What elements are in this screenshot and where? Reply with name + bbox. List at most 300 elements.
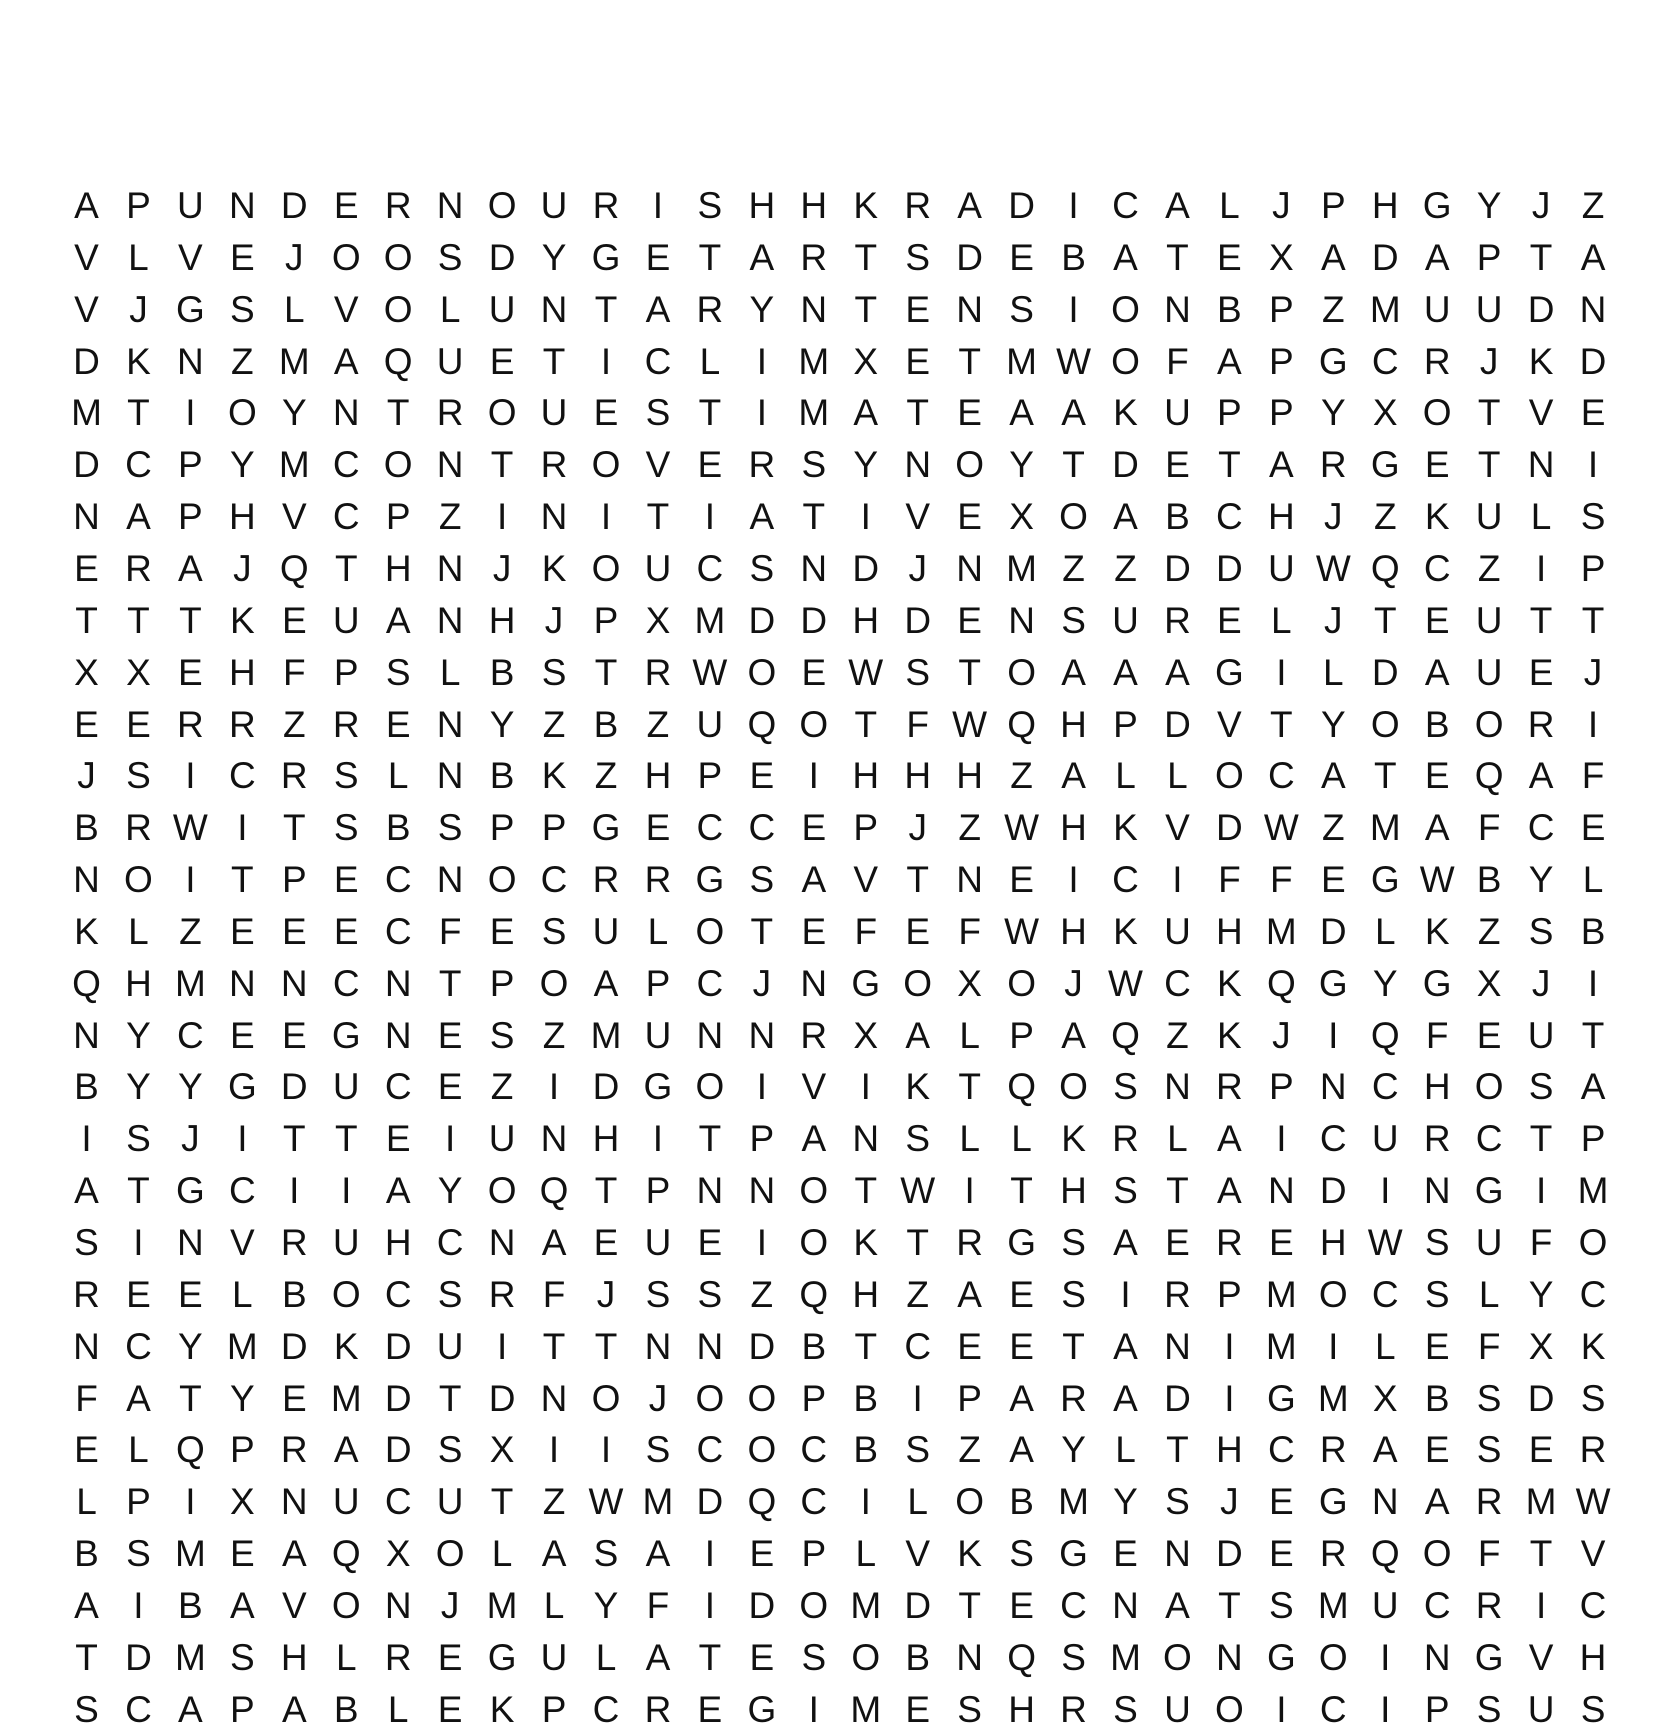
grid-letter: E	[645, 807, 671, 849]
grid-letter: Q	[747, 703, 777, 745]
grid-letter: E	[126, 1273, 151, 1315]
grid-letter: H	[852, 755, 880, 797]
grid-letter: A	[1113, 236, 1138, 278]
grid-letter: T	[906, 859, 929, 901]
grid-letter: E	[905, 340, 931, 382]
grid-letter: Q	[1007, 1636, 1036, 1678]
grid-letter: T	[1218, 444, 1241, 486]
grid-letter: K	[489, 1688, 515, 1730]
grid-letter: T	[750, 910, 774, 952]
grid-letter: W	[1263, 807, 1299, 849]
grid-letter: C	[228, 1170, 256, 1212]
grid-letter: N	[800, 962, 828, 1004]
grid-letter: O	[799, 1222, 829, 1263]
grid-letter: J	[1272, 185, 1291, 226]
grid-letter: A	[1061, 755, 1086, 797]
grid-letter: H	[1216, 1429, 1243, 1471]
grid-letter: S	[905, 651, 931, 693]
grid-letter: A	[126, 1377, 151, 1419]
grid-letter: U	[1371, 1118, 1399, 1160]
grid-letter: G	[1318, 962, 1348, 1004]
grid-letter: D	[1216, 1533, 1243, 1575]
grid-letter: I	[860, 1066, 871, 1108]
grid-letter: T	[386, 392, 410, 434]
grid-letter: L	[907, 1481, 928, 1523]
grid-letter: L	[232, 1273, 253, 1315]
grid-letter: L	[855, 1533, 877, 1575]
grid-letter: N	[800, 547, 828, 589]
grid-letter: F	[1477, 807, 1501, 849]
grid-letter: E	[230, 1533, 255, 1575]
grid-letter: T	[594, 1170, 618, 1212]
grid-letter: V	[853, 859, 879, 901]
grid-letter: U	[332, 1222, 360, 1263]
grid-letter: M	[1006, 340, 1037, 382]
grid-letter: R	[1112, 1118, 1139, 1160]
grid-letter: P	[281, 859, 307, 901]
grid-letter: M	[642, 1481, 674, 1523]
grid-letter: C	[1112, 859, 1139, 901]
grid-letter: T	[646, 496, 670, 538]
grid-letter: S	[1528, 1066, 1554, 1108]
grid-letter: C	[1579, 1273, 1607, 1315]
grid-letter: Q	[747, 1481, 777, 1523]
grid-letter: R	[384, 185, 412, 226]
grid-letter: Y	[1372, 962, 1398, 1004]
grid-letter: T	[542, 340, 566, 382]
grid-letter: P	[853, 807, 879, 849]
grid-letter: S	[1580, 1688, 1606, 1730]
grid-letter: H	[228, 651, 256, 693]
grid-letter: I	[289, 1170, 300, 1212]
grid-letter: E	[801, 910, 827, 952]
grid-letter: D	[852, 547, 880, 589]
grid-letter: G	[643, 1066, 673, 1108]
grid-letter: T	[906, 392, 929, 434]
grid-letter: J	[233, 547, 252, 589]
grid-letter: L	[439, 651, 461, 693]
grid-letter: N	[384, 1584, 412, 1626]
grid-letter: D	[592, 1066, 620, 1108]
grid-letter: V	[1165, 807, 1190, 849]
grid-letter: I	[860, 1481, 871, 1523]
grid-letter: D	[800, 599, 828, 641]
grid-letter: S	[957, 1688, 982, 1730]
grid-letter: J	[1272, 1014, 1291, 1056]
grid-letter: V	[74, 288, 99, 330]
grid-letter: O	[1370, 703, 1400, 745]
grid-letter: V	[645, 444, 671, 486]
grid-letter: M	[278, 340, 310, 382]
grid-letter: D	[384, 1429, 412, 1471]
grid-letter: B	[593, 703, 619, 745]
grid-letter: A	[1009, 1429, 1034, 1471]
grid-letter: M	[1369, 807, 1401, 849]
grid-letter: A	[905, 1014, 931, 1056]
grid-letter: Q	[383, 340, 413, 382]
grid-letter: S	[126, 1118, 151, 1160]
grid-letter: R	[540, 444, 568, 486]
grid-letter: L	[439, 288, 461, 330]
grid-letter: N	[436, 599, 464, 641]
grid-letter: X	[230, 1481, 255, 1523]
grid-letter: Z	[179, 910, 202, 952]
grid-letter: G	[1422, 962, 1452, 1004]
grid-letter: Y	[1476, 185, 1502, 226]
grid-letter: S	[1476, 1429, 1502, 1471]
grid-letter: M	[798, 340, 830, 382]
grid-letter: L	[335, 1636, 357, 1678]
grid-letter: U	[332, 599, 360, 641]
grid-letter: K	[1061, 1118, 1086, 1160]
grid-letter: C	[436, 1222, 464, 1263]
grid-letter: N	[177, 1222, 204, 1263]
grid-letter: M	[71, 392, 102, 434]
grid-letter: I	[1276, 1118, 1287, 1160]
grid-letter: T	[1010, 1170, 1033, 1212]
grid-letter: I	[600, 496, 612, 538]
grid-letter: H	[1319, 1222, 1347, 1263]
grid-letter: K	[1217, 962, 1242, 1004]
grid-letter: S	[489, 1014, 515, 1056]
grid-letter: M	[850, 1584, 882, 1626]
grid-letter: E	[697, 1222, 723, 1263]
grid-letter: D	[1319, 1170, 1347, 1212]
grid-letter: E	[593, 392, 619, 434]
grid-letter: C	[384, 1481, 412, 1523]
grid-letter: S	[1113, 1688, 1138, 1730]
grid-letter: O	[383, 444, 413, 486]
grid-letter: S	[697, 185, 723, 226]
grid-letter: M	[174, 962, 206, 1004]
grid-letter: D	[1216, 547, 1243, 589]
grid-letter: E	[957, 599, 982, 641]
grid-letter: X	[1372, 392, 1398, 434]
grid-letter: R	[696, 288, 724, 330]
grid-letter: V	[1528, 392, 1554, 434]
grid-letter: R	[1164, 1273, 1191, 1315]
grid-letter: D	[748, 1584, 776, 1626]
grid-letter: O	[1111, 288, 1140, 330]
grid-letter: Z	[542, 1481, 566, 1523]
grid-letter: M	[486, 1584, 518, 1626]
grid-letter: I	[756, 1066, 767, 1108]
grid-letter: H	[904, 755, 932, 797]
grid-letter: J	[1324, 496, 1343, 538]
grid-letter: Z	[438, 496, 462, 538]
grid-letter: V	[281, 1584, 307, 1626]
grid-letter: J	[596, 1273, 616, 1315]
grid-letter: M	[174, 1533, 206, 1575]
grid-letter: N	[540, 1118, 568, 1160]
grid-letter: P	[749, 1118, 775, 1160]
grid-letter: Y	[230, 1377, 255, 1419]
grid-letter: I	[185, 755, 196, 797]
grid-letter: O	[487, 1170, 517, 1212]
grid-letter: I	[1535, 547, 1547, 589]
grid-letter: B	[1217, 288, 1242, 330]
grid-letter: D	[956, 236, 983, 278]
grid-letter: R	[280, 1222, 308, 1263]
grid-letter: E	[178, 651, 203, 693]
grid-letter: A	[385, 1170, 411, 1212]
grid-letter: O	[955, 444, 985, 486]
grid-letter: V	[281, 496, 307, 538]
grid-letter: P	[697, 755, 723, 797]
grid-letter: S	[1580, 496, 1606, 538]
grid-letter: C	[1319, 1118, 1347, 1160]
grid-letter: T	[958, 651, 981, 693]
grid-letter: P	[801, 1533, 827, 1575]
grid-letter: I	[237, 807, 248, 849]
grid-letter: C	[748, 807, 776, 849]
grid-letter: A	[1113, 496, 1138, 538]
grid-letter: P	[126, 185, 151, 226]
grid-letter: X	[385, 1533, 411, 1575]
grid-letter: K	[1113, 392, 1138, 434]
grid-letter: O	[1422, 1533, 1452, 1575]
grid-letter: A	[1165, 1584, 1190, 1626]
grid-letter: T	[958, 1584, 981, 1626]
grid-letter: O	[1215, 1688, 1244, 1730]
grid-letter: E	[385, 703, 411, 745]
grid-letter: P	[126, 1481, 151, 1523]
grid-letter: W	[172, 807, 208, 849]
grid-letter: E	[333, 910, 359, 952]
grid-letter: C	[332, 962, 360, 1004]
grid-letter: H	[1060, 807, 1087, 849]
grid-letter: O	[1474, 1066, 1504, 1108]
grid-letter: S	[333, 807, 359, 849]
grid-letter: W	[588, 1481, 624, 1523]
grid-letter: W	[692, 651, 728, 693]
grid-letter: P	[385, 496, 411, 538]
grid-letter: N	[436, 185, 464, 226]
grid-letter: B	[333, 1688, 359, 1730]
grid-letter: C	[540, 859, 568, 901]
grid-letter: A	[1580, 236, 1606, 278]
grid-letter: E	[645, 236, 671, 278]
grid-letter: P	[1580, 1118, 1606, 1160]
grid-letter: T	[438, 962, 462, 1004]
grid-letter: T	[1270, 703, 1293, 745]
grid-letter: N	[540, 288, 568, 330]
grid-letter: B	[1424, 1377, 1450, 1419]
grid-letter: S	[905, 236, 931, 278]
grid-letter: R	[1579, 1429, 1607, 1471]
grid-letter: L	[1271, 599, 1292, 641]
grid-letter: S	[645, 1429, 671, 1471]
grid-letter: K	[333, 1325, 359, 1367]
grid-letter: Y	[593, 1584, 619, 1626]
grid-letter: S	[1061, 1222, 1086, 1263]
grid-letter: M	[1525, 1481, 1557, 1523]
grid-letter: A	[1424, 236, 1450, 278]
grid-letter: O	[331, 236, 361, 278]
grid-letter: X	[1476, 962, 1502, 1004]
grid-letter: I	[445, 1118, 456, 1160]
grid-letter: I	[237, 1118, 248, 1160]
grid-letter: T	[438, 1377, 462, 1419]
grid-letter: E	[437, 1066, 463, 1108]
grid-letter: J	[908, 807, 927, 849]
grid-letter: T	[1373, 755, 1397, 797]
grid-letter: J	[752, 962, 772, 1004]
grid-letter: A	[1113, 1325, 1138, 1367]
grid-letter: T	[958, 1066, 981, 1108]
grid-letter: X	[853, 340, 879, 382]
grid-letter: U	[488, 288, 516, 330]
grid-letter: D	[1164, 547, 1191, 589]
grid-letter: U	[1475, 1222, 1503, 1263]
grid-letter: I	[652, 185, 664, 226]
grid-letter: T	[334, 547, 358, 589]
grid-letter: E	[1269, 1481, 1294, 1523]
grid-letter: C	[1423, 547, 1451, 589]
grid-letter: B	[1580, 910, 1606, 952]
grid-letter: N	[696, 1170, 724, 1212]
grid-letter: B	[281, 1273, 307, 1315]
grid-letter: K	[541, 755, 567, 797]
grid-letter: I	[808, 755, 819, 797]
grid-letter: E	[1320, 859, 1346, 901]
grid-letter: S	[801, 1636, 827, 1678]
grid-letter: U	[1371, 1584, 1399, 1626]
grid-letter: C	[1112, 185, 1139, 226]
grid-letter: E	[1424, 599, 1450, 641]
grid-letter: R	[1475, 1584, 1503, 1626]
grid-letter: N	[228, 962, 256, 1004]
grid-letter: L	[595, 1636, 617, 1678]
grid-letter: H	[1371, 185, 1399, 226]
grid-letter: D	[1112, 444, 1139, 486]
grid-letter: E	[801, 807, 827, 849]
grid-letter: G	[695, 859, 725, 901]
grid-letter: W	[1004, 807, 1040, 849]
grid-letter: A	[126, 496, 151, 538]
grid-letter: M	[1369, 288, 1401, 330]
grid-letter: D	[1527, 1377, 1555, 1419]
grid-letter: S	[645, 392, 671, 434]
grid-letter: M	[850, 1688, 882, 1730]
grid-letter: B	[74, 1066, 99, 1108]
grid-letter: E	[74, 547, 99, 589]
grid-letter: T	[1062, 444, 1085, 486]
grid-letter: K	[1580, 1325, 1606, 1367]
grid-letter: D	[280, 1325, 308, 1367]
grid-letter: G	[1215, 651, 1244, 693]
grid-letter: V	[178, 236, 203, 278]
grid-letter: L	[387, 755, 409, 797]
grid-letter: L	[1167, 755, 1188, 797]
grid-letter: T	[542, 1325, 566, 1367]
grid-letter: N	[852, 1118, 880, 1160]
grid-letter: Q	[279, 547, 309, 589]
grid-letter: R	[177, 703, 204, 745]
grid-letter: Q	[1370, 1533, 1400, 1575]
grid-letter: Y	[281, 392, 307, 434]
grid-letter: K	[957, 1533, 982, 1575]
grid-letter: P	[1217, 392, 1242, 434]
grid-letter: T	[594, 651, 618, 693]
grid-letter: T	[1581, 1014, 1605, 1056]
grid-letter: R	[1164, 599, 1191, 641]
grid-letter: I	[1276, 1688, 1287, 1730]
grid-letter: A	[74, 185, 99, 226]
grid-letter: G	[591, 807, 621, 849]
grid-letter: B	[853, 1429, 879, 1471]
grid-letter: R	[956, 1222, 983, 1263]
grid-letter: J	[544, 599, 564, 641]
grid-letter: J	[181, 1118, 200, 1160]
grid-letter: V	[905, 1533, 931, 1575]
grid-letter: A	[1009, 1377, 1034, 1419]
grid-letter: C	[644, 340, 672, 382]
grid-letter: O	[1163, 1636, 1192, 1678]
grid-letter: D	[1008, 185, 1035, 226]
grid-letter: B	[801, 1325, 827, 1367]
grid-letter: Q	[1007, 703, 1036, 745]
grid-letter: K	[1424, 496, 1450, 538]
grid-letter: A	[333, 340, 359, 382]
grid-letter: T	[1529, 1118, 1553, 1160]
grid-letter: F	[1425, 1014, 1449, 1056]
grid-letter: U	[540, 1636, 568, 1678]
grid-letter: Q	[1266, 962, 1296, 1004]
grid-letter: M	[330, 1377, 362, 1419]
grid-letter: G	[176, 1170, 205, 1212]
grid-letter: U	[592, 910, 620, 952]
grid-letter: A	[178, 547, 203, 589]
grid-letter: E	[1580, 392, 1606, 434]
grid-letter: I	[1276, 651, 1287, 693]
grid-letter: E	[593, 1222, 619, 1263]
grid-letter: I	[341, 1170, 352, 1212]
grid-letter: F	[1270, 859, 1293, 901]
grid-letter: R	[1423, 1118, 1451, 1160]
grid-letter: E	[749, 755, 775, 797]
grid-letter: X	[1372, 1377, 1398, 1419]
grid-letter: T	[1166, 1429, 1189, 1471]
grid-letter: E	[1269, 1533, 1294, 1575]
grid-letter: P	[489, 807, 515, 849]
grid-letter: O	[1059, 496, 1088, 538]
grid-letter: V	[230, 1222, 255, 1263]
grid-letter: E	[281, 1377, 307, 1419]
grid-letter: E	[905, 910, 931, 952]
grid-letter: E	[281, 910, 307, 952]
grid-letter: D	[748, 599, 776, 641]
grid-letter: P	[645, 1170, 671, 1212]
grid-letter: E	[1009, 859, 1034, 901]
grid-letter: S	[1113, 1066, 1138, 1108]
grid-letter: Q	[539, 1170, 569, 1212]
grid-letter: U	[332, 1481, 360, 1523]
grid-letter: N	[1423, 1170, 1451, 1212]
grid-letter: G	[1318, 1481, 1348, 1523]
grid-letter: U	[1164, 392, 1191, 434]
grid-letter: N	[488, 1222, 516, 1263]
grid-letter: D	[73, 340, 100, 382]
grid-letter: A	[385, 599, 411, 641]
grid-letter: C	[696, 962, 724, 1004]
grid-letter: I	[548, 1429, 560, 1471]
grid-letter: V	[74, 236, 99, 278]
grid-letter: H	[644, 755, 672, 797]
grid-letter: W	[1575, 1481, 1611, 1523]
grid-letter: X	[1009, 496, 1034, 538]
grid-letter: S	[1476, 1688, 1502, 1730]
